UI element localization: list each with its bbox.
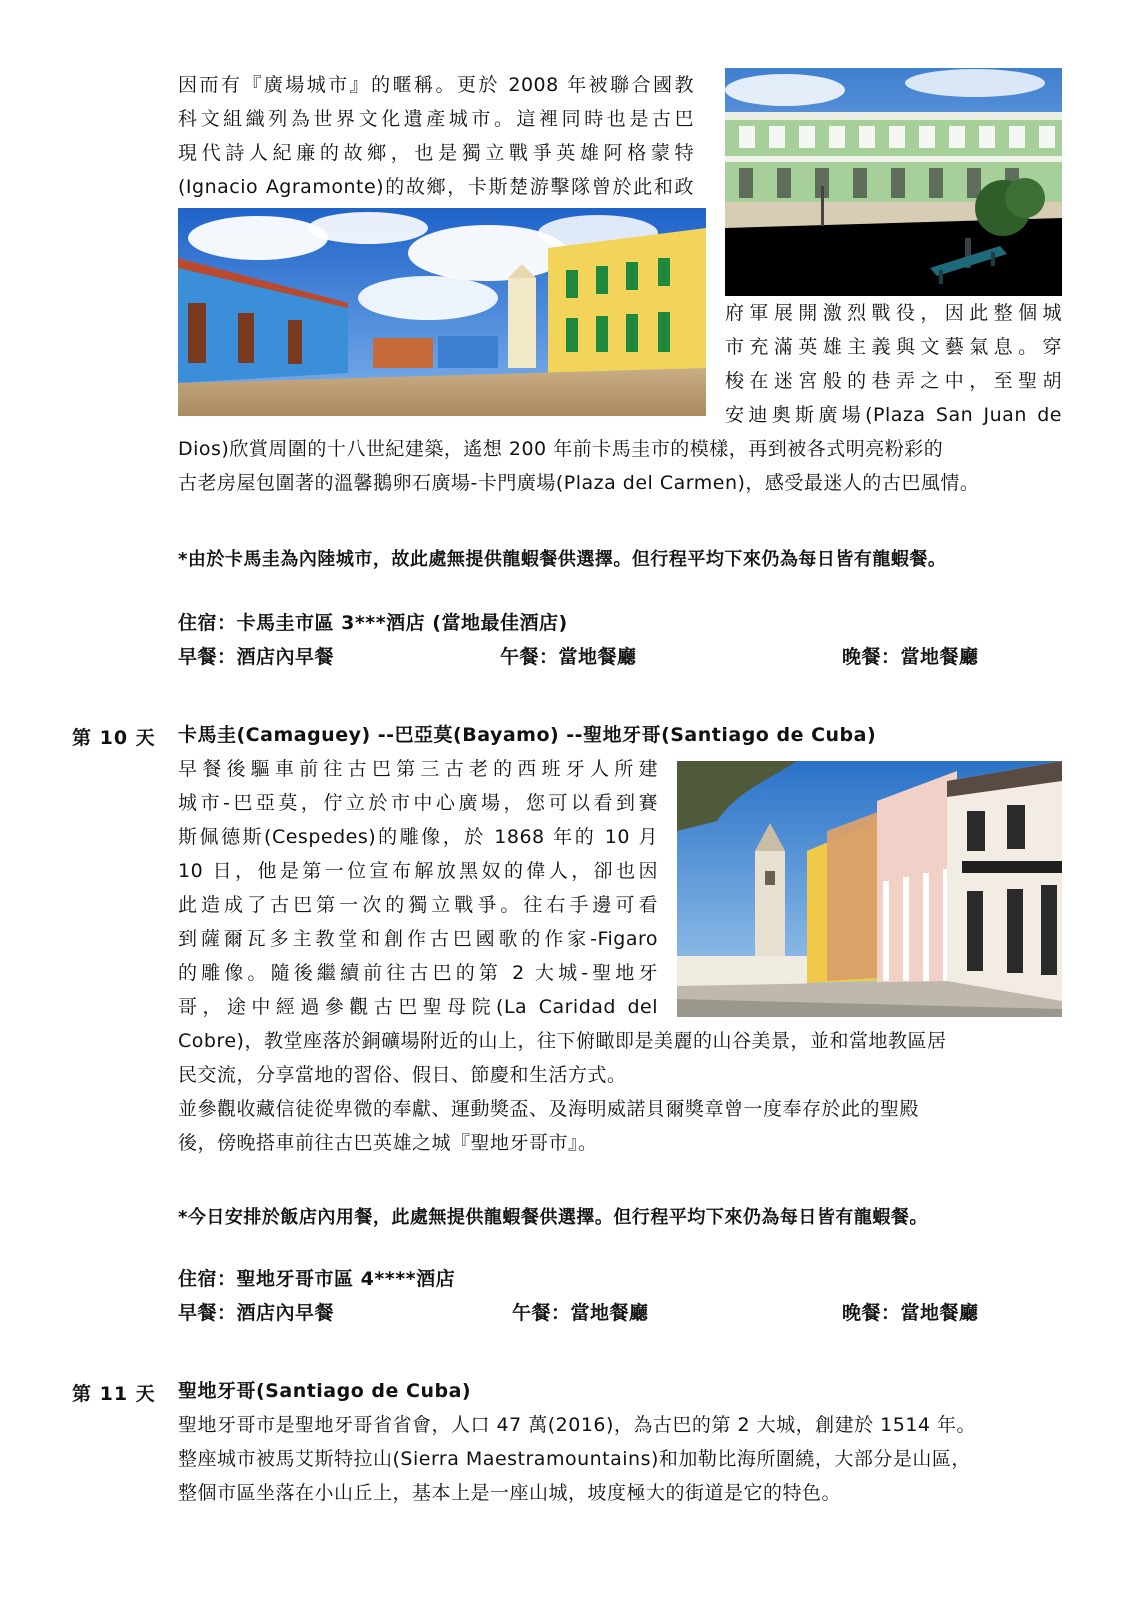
text-line: Cobre)，教堂座落於銅礦場附近的山上，往下俯瞰即是美麗的山谷美景，並和當地教區居 xyxy=(178,1030,947,1052)
breakfast-info: 早餐：酒店內早餐 xyxy=(178,646,335,668)
paragraph-bayamo xyxy=(178,752,658,1024)
text-line: 哥，途中經過參觀古巴聖母院(La Caridad del xyxy=(178,996,658,1018)
text-line: 並參觀收藏信徒從卑微的奉獻、運動獎盃、及海明威諾貝爾獎章曾一度奉存於此的聖殿 xyxy=(178,1098,920,1120)
hotel-info: 住宿：卡馬圭市區 3***酒店 (當地最佳酒店) xyxy=(178,612,568,634)
text-line: 整座城市被馬艾斯特拉山(Sierra Maestramountains)和加勒比海所圍繞，大部分是山區， xyxy=(178,1448,971,1470)
text-line: 後，傍晚搭車前往古巴英雄之城『聖地牙哥市』。 xyxy=(178,1132,598,1154)
text-line: 聖地牙哥市是聖地牙哥省省會，人口 47 萬(2016)，為古巴的第 2 大城，創建於 1514 年。 xyxy=(178,1414,977,1436)
text-line: 府軍展開激烈戰役，因此整個城 xyxy=(725,302,1062,324)
paragraph-camaguey-right xyxy=(725,296,1062,432)
text-line: 斯佩德斯(Cespedes)的雕像，於 1868 年的 10 月 xyxy=(178,826,658,848)
text-line: 市充滿英雄主義與文藝氣息。穿 xyxy=(725,336,1062,358)
lunch-info-day10: 午餐：當地餐廳 xyxy=(512,1302,649,1324)
text-line: (Ignacio Agramonte)的故鄉，卡斯楚游擊隊曾於此和政 xyxy=(178,176,694,198)
day-11-label: 第 11 天 xyxy=(72,1383,156,1405)
breakfast-info-day10: 早餐：酒店內早餐 xyxy=(178,1302,335,1324)
photo-colorful-plaza xyxy=(178,208,706,416)
dinner-info: 晚餐：當地餐廳 xyxy=(842,646,979,668)
lunch-info: 午餐：當地餐廳 xyxy=(500,646,637,668)
paragraph-camaguey-top xyxy=(178,68,694,204)
text-line: 古老房屋包圍著的溫馨鵝卵石廣場-卡門廣場(Plaza del Carmen)，感受最迷人的古巴風情。 xyxy=(178,472,980,494)
text-line: Dios)欣賞周圍的十八世紀建築，遙想 200 年前卡馬圭市的模樣，再到被各式明亮粉彩的 xyxy=(178,438,944,460)
dinner-info-day10: 晚餐：當地餐廳 xyxy=(842,1302,979,1324)
paragraph-santiago xyxy=(178,1408,1068,1510)
text-line: 的雕像。隨後繼續前往古巴的第 2 大城-聖地牙 xyxy=(178,962,658,984)
text-line: 早餐後驅車前往古巴第三古老的西班牙人所建 xyxy=(178,758,658,780)
photo-bayamo-street xyxy=(677,761,1062,1017)
paragraph-santiago-arrival xyxy=(178,1024,1068,1160)
text-line: 城市-巴亞莫，佇立於市中心廣場，您可以看到賽 xyxy=(178,792,658,814)
day-10-label: 第 10 天 xyxy=(72,727,156,749)
text-line: 10 日，他是第一位宣布解放黑奴的偉人，卻也因 xyxy=(178,860,658,882)
paragraph-camaguey-full xyxy=(178,432,1068,500)
text-line: 安迪奧斯廣場(Plaza San Juan de xyxy=(725,404,1062,426)
text-line: 此造成了古巴第一次的獨立戰爭。往右手邊可看 xyxy=(178,894,658,916)
text-line: 現代詩人紀廉的故鄉，也是獨立戰爭英雄阿格蒙特 xyxy=(178,142,694,164)
text-line: 到薩爾瓦多主教堂和創作古巴國歌的作家-Figaro xyxy=(178,928,658,950)
photo-green-colonial-building xyxy=(725,68,1062,296)
text-line: 科文組織列為世界文化遺產城市。這裡同時也是古巴 xyxy=(178,108,694,130)
hotel-info-day10: 住宿：聖地牙哥市區 4****酒店 xyxy=(178,1268,456,1290)
text-line: 民交流，分享當地的習俗、假日、節慶和生活方式。 xyxy=(178,1064,627,1086)
day-11-title: 聖地牙哥(Santiago de Cuba) xyxy=(178,1380,472,1402)
text-line: 整個市區坐落在小山丘上，基本上是一座山城，坡度極大的街道是它的特色。 xyxy=(178,1482,842,1504)
text-line: 因而有『廣場城市』的暱稱。更於 2008 年被聯合國教 xyxy=(178,74,694,96)
lobster-note-day10: *今日安排於飯店內用餐，此處無提供龍蝦餐供選擇。但行程平均下來仍為每日皆有龍蝦餐。 xyxy=(178,1207,928,1228)
text-line: 梭在迷宮般的巷弄之中，至聖胡 xyxy=(725,370,1062,392)
day-10-title: 卡馬圭(Camaguey) --巴亞莫(Bayamo) --聖地牙哥(Santiago de Cuba) xyxy=(178,724,877,746)
lobster-note: *由於卡馬圭為內陸城市，故此處無提供龍蝦餐供選擇。但行程平均下來仍為每日皆有龍蝦餐。 xyxy=(178,549,947,570)
